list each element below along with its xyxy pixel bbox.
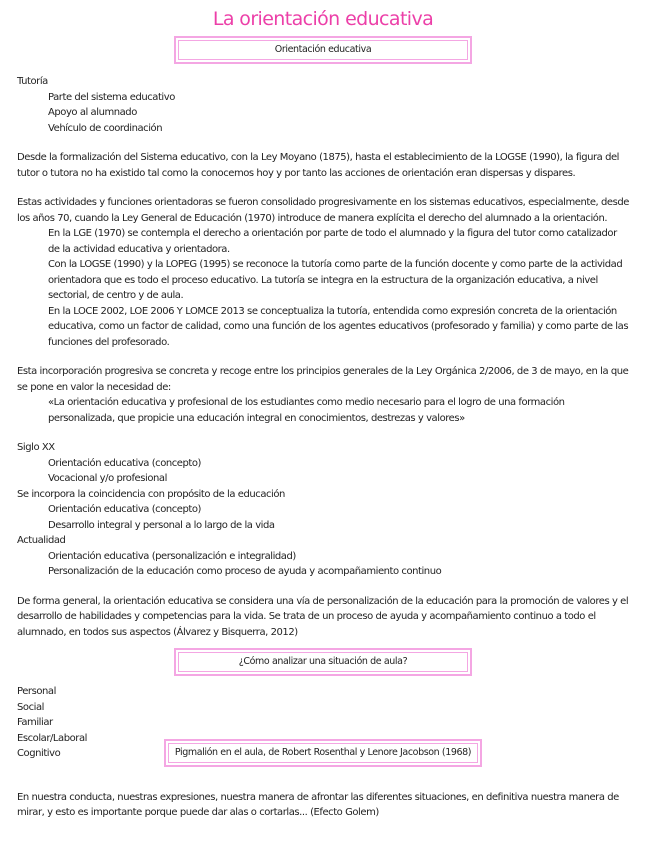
timeline-label-actualidad: Actualidad — [17, 535, 66, 546]
timeline-item: Desarrollo integral y personal a lo largo de la vida — [48, 519, 275, 531]
section-heading-box — [17, 648, 629, 676]
section-heading-analizar: ¿Cómo analizar una situación de aula? — [178, 652, 468, 672]
law-item: Con la LOGSE (1990) y la LOPEG (1995) se reconoce la tutoría como parte de la función docente y como parte de la actividad orientadora que es todo el proceso educativo. La tutoría se integra en la estructura de la organización educativa, a nivel sectorial, de centro y de aula. — [48, 259, 623, 301]
law-item: En la LGE (1970) se contempla el derecho a orientación por parte de todo el alumnado y la figura del tutor como catalizador de la actividad educativa y orientadora. — [48, 228, 617, 255]
timeline-item: Orientación educativa (concepto) — [48, 457, 201, 469]
timeline-item: Personalización de la educación como proceso de ayuda y acompañamiento continuo — [48, 566, 442, 577]
section-heading-box — [17, 739, 629, 767]
aspect-item: Escolar/Laboral — [17, 732, 87, 744]
timeline-item: Orientación educativa (concepto) — [48, 504, 201, 515]
tutoria-item: Parte del sistema educativo — [48, 91, 175, 103]
tutoria-item: Apoyo al alumnado — [48, 107, 137, 118]
aspect-item: Personal — [17, 686, 56, 697]
tutoria-item: Vehículo de coordinación — [48, 122, 163, 134]
section-heading-pigmalion: Pigmalión en el aula, de Robert Rosenthal y Lenore Jacobson (1968) — [168, 743, 478, 763]
law-quote: «La orientación educativa y profesional de los estudiantes como medio necesario para el logro de una formación personalizada, que propicie una educación integral en conocimientos, destrezas y valores» — [48, 397, 565, 424]
paragraph-history: Desde la formalización del Sistema educativo, con la Ley Moyano (1875), hasta el establecimiento de la LOGSE (1990), la figura del tutor o tutora no ha existido tal como la conocemos hoy y por tanto las acciones de orientación eran dispersas y dispares. — [17, 152, 620, 179]
paragraph-consolidation: Estas actividades y funciones orientadoras se fueron consolidado progresivamente en los sistemas educativos, especialmente, desde los años 70, cuando la Ley General de Educación (1970) introduce de manera explícita el derecho del alumnado a la orientación. — [17, 197, 629, 224]
paragraph-golem: En nuestra conducta, nuestras expresiones, nuestra manera de afrontar las diferentes situaciones, en definitiva nuestra manera de mirar, y esto es importante porque puede dar alas o cortarlas... (Efecto Golem) — [17, 791, 619, 818]
tutoria-list — [17, 74, 629, 136]
document-page — [17, 6, 629, 821]
paragraph-incorporation: Esta incorporación progresiva se concreta y recoge entre los principios generales de la Ley Orgánica 2/2006, de 3 de mayo, en la que se pone en valor la necesidad de: — [17, 366, 629, 393]
timeline-label-coincidencia: Se incorpora la coincidencia con propósito de la educación — [17, 488, 285, 500]
timeline-list — [17, 440, 629, 580]
aspect-item: Cognitivo — [17, 748, 61, 759]
law-item: En la LOCE 2002, LOE 2006 Y LOMCE 2013 se conceptualiza la tutoría, entendida como expresión concreta de la orientación educativa, como un factor de calidad, como una función de los agentes educativos (profesorado y familia) y como parte de las funciones del profesorado. — [48, 305, 629, 348]
tutoria-label: Tutoría — [17, 76, 48, 87]
timeline-item: Vocacional y/o profesional — [48, 473, 167, 484]
aspects-block — [17, 684, 629, 762]
aspect-item: Familiar — [17, 717, 53, 728]
aspect-item: Social — [17, 701, 44, 713]
section-heading-box — [17, 36, 629, 64]
section-heading-orientacion: Orientación educativa — [178, 40, 468, 60]
timeline-item: Orientación educativa (personalización e integralidad) — [48, 550, 296, 562]
paragraph-definition: De forma general, la orientación educativa se considera una vía de personalización de la educación para la promoción de valores y el desarrollo de habilidades y competencias para la vida. Se trata de un proceso de ayuda y acompañamiento continuo a todo el alumnado, en todos sus aspectos (Álvarez y Bisquerra, 2012) — [17, 595, 629, 638]
timeline-label-siglo: Siglo XX — [17, 442, 55, 453]
document-title: La orientación educativa — [212, 8, 434, 30]
